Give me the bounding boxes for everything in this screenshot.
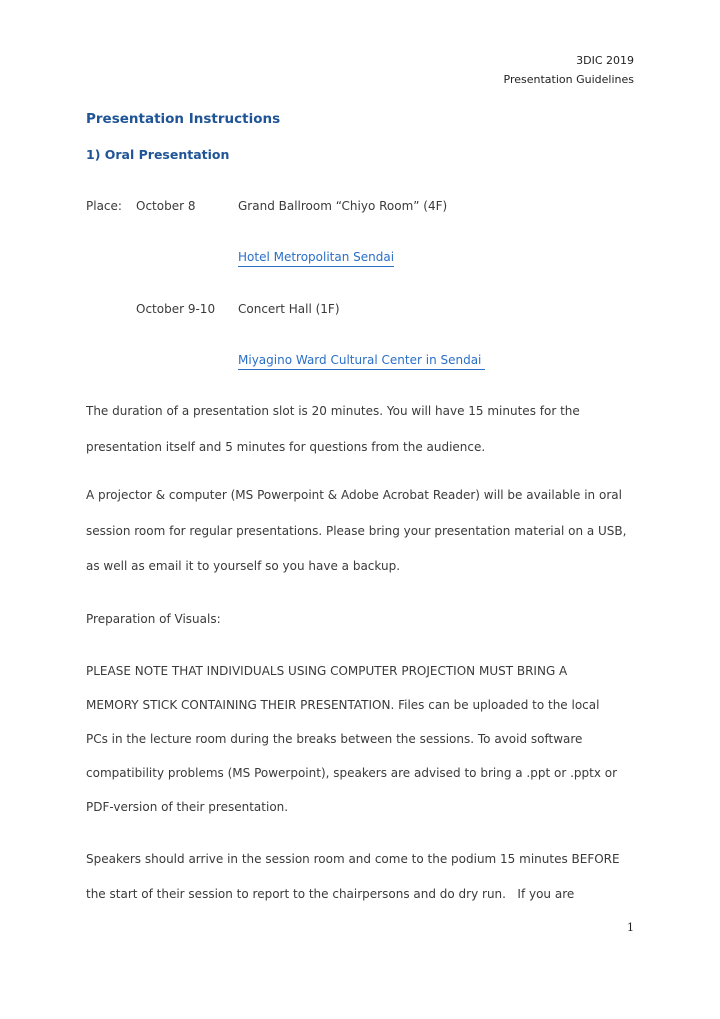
visuals-heading: Preparation of Visuals: <box>86 612 221 626</box>
place-venue-1: Grand Ballroom “Chiyo Room” (4F) <box>238 199 448 213</box>
section-heading: 1) Oral Presentation <box>86 147 230 162</box>
page-number: 1 <box>627 921 634 934</box>
paragraph-line: Speakers should arrive in the session room and come to the podium 15 minutes BEFORE <box>86 852 620 866</box>
paragraph-line: compatibility problems (MS Powerpoint), speakers are advised to bring a .ppt or .pptx or <box>86 766 618 780</box>
place-venue-2: Concert Hall (1F) <box>238 302 340 316</box>
paragraph-line: session room for regular presentations. Please bring your presentation material on a USB, <box>86 524 627 538</box>
place-date-2: October 9-10 <box>136 302 216 316</box>
paragraph-line: the start of their session to report to the chairpersons and do dry run. If you are <box>86 887 575 901</box>
paragraph-line: The duration of a presentation slot is 20 minutes. You will have 15 minutes for the <box>86 404 580 418</box>
cultural-center-link[interactable]: Miyagino Ward Cultural Center in Sendai <box>238 353 485 370</box>
paragraph-line: presentation itself and 5 minutes for questions from the audience. <box>86 440 486 454</box>
paragraph-line: as well as email it to yourself so you have a backup. <box>86 559 401 573</box>
paragraph-line: A projector & computer (MS Powerpoint & Adobe Acrobat Reader) will be available in oral <box>86 488 622 502</box>
page-title: Presentation Instructions <box>86 111 281 127</box>
header-conference: 3DIC 2019 <box>576 54 634 67</box>
header-doc-title: Presentation Guidelines <box>503 73 634 86</box>
paragraph-line: PCs in the lecture room during the breaks between the sessions. To avoid software <box>86 732 583 746</box>
paragraph-line: PLEASE NOTE THAT INDIVIDUALS USING COMPUTER PROJECTION MUST BRING A <box>86 664 568 678</box>
paragraph-line: PDF-version of their presentation. <box>86 800 289 814</box>
place-label: Place: <box>86 199 122 213</box>
hotel-link[interactable]: Hotel Metropolitan Sendai <box>238 250 394 267</box>
place-date-1: October 8 <box>136 199 196 213</box>
paragraph-line: MEMORY STICK CONTAINING THEIR PRESENTATION. Files can be uploaded to the local <box>86 698 600 712</box>
